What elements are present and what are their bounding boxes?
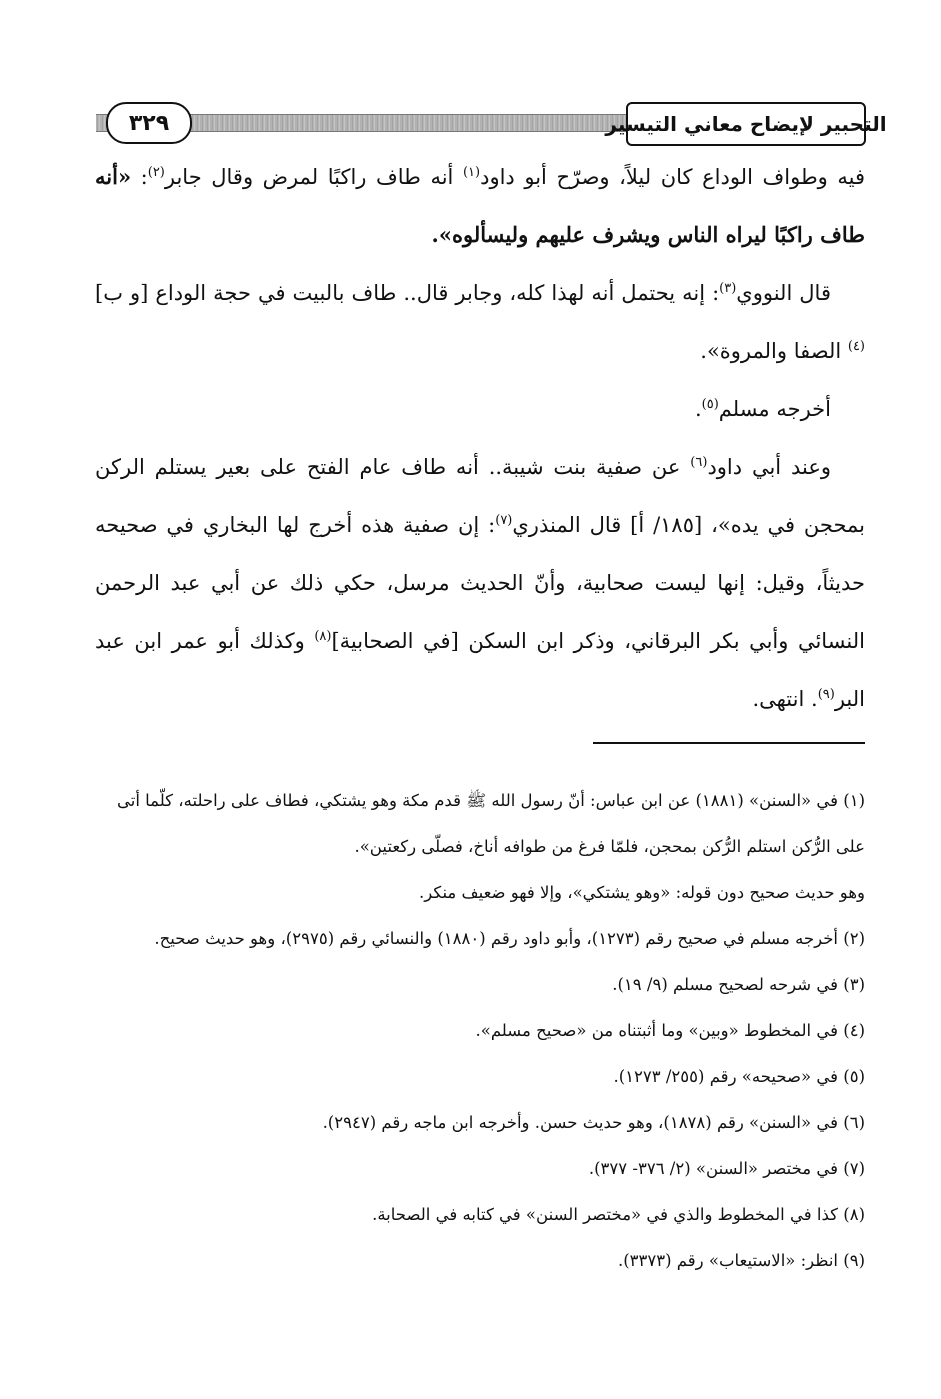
footnote-2: (٢) أخرجه مسلم في صحيح رقم (١٢٧٣)، وأبو داود رقم (١٨٨٠) والنسائي رقم (٢٩٧٥)، وهو حديث صحيح. bbox=[154, 929, 865, 948]
footnote-ref-8: (٨) bbox=[314, 629, 332, 644]
footnote-ref-6: (٦) bbox=[690, 455, 708, 470]
footnote-5: (٥) في «صحيحه» رقم (٢٥٥/ ١٢٧٣). bbox=[613, 1067, 865, 1086]
footnote-ref-7: (٧) bbox=[495, 513, 513, 528]
footnote-9: (٩) انظر: «الاستيعاب» رقم (٣٣٧٣). bbox=[617, 1251, 865, 1270]
book-title: التحبير لإيضاح معاني التيسير bbox=[626, 102, 866, 146]
footnote-ref-9: (٩) bbox=[817, 687, 835, 702]
footnote-ref-5: (٥) bbox=[701, 397, 719, 412]
paragraph-4: وعند أبي داود$^{(٦)}$ عن صفية بنت شيبة.. أنه طاف عام الفتح على بعير يستلم الركن بمحجن في يده»، [١٨٥/ أ] قال المنذري$^{(٧)}$: إن صفية هذه أخرج لها البخاري في صحيحه حديثاً، وقيل: إنها ليست صحابية، وأنّ الحديث مرسل، حكي ذلك عن أبي عبد الرحمن النسائي وأبي بكر البرقاني، وذكر ابن السكن [في الصحابية]$^{(٨)}$ وكذلك أبو عمر ابن عبد البر$^{(٩)}$. انتهى. bbox=[95, 455, 865, 711]
hadith-quote: «أنه طاف راكبًا ليراه الناس ويشرف عليهم وليسألوه». bbox=[95, 164, 865, 247]
footnote-ref-4: (٤) bbox=[847, 339, 865, 354]
footnote-7: (٧) في مختصر «السنن» (٢/ ٣٧٦- ٣٧٧). bbox=[588, 1159, 865, 1178]
footnote-4: (٤) في المخطوط «وبين» وما أثبتناه من «صحيح مسلم». bbox=[475, 1021, 865, 1040]
footnote-ref-1: (١) bbox=[462, 165, 481, 180]
paragraph-1: فيه وطواف الوداع كان ليلاً، وصرّح أبو داود$^{(١)}$ أنه طاف راكبًا لمرض وقال جابر$^{(٢)}$: «أنه طاف راكبًا ليراه الناس ويشرف عليهم وليسألوه». bbox=[95, 164, 865, 247]
footnote-ref-2: (٢) bbox=[147, 165, 165, 180]
page-number: ٣٢٩ bbox=[106, 102, 192, 144]
footnote-3: (٣) في شرحه لصحيح مسلم (٩/ ١٩). bbox=[612, 975, 865, 994]
paragraph-3: أخرجه مسلم$^{(٥)}$. bbox=[694, 397, 831, 421]
footnote-ref-3: (٣) bbox=[719, 281, 737, 296]
footnote-divider bbox=[593, 742, 865, 744]
footnote-1-note: وهو حديث صحيح دون قوله: «وهو يشتكي»، وإلا فهو ضعيف منكر. bbox=[418, 883, 865, 902]
footnote-8: (٨) كذا في المخطوط والذي في «مختصر السنن» في كتابه في الصحابة. bbox=[372, 1205, 865, 1224]
page-header bbox=[96, 102, 887, 144]
main-text bbox=[95, 148, 865, 728]
footnote-6: (٦) في «السنن» رقم (١٨٧٨)، وهو حديث حسن. وأخرجه ابن ماجه رقم (٢٩٤٧). bbox=[322, 1113, 865, 1132]
footnote-1: (١) في «السنن» (١٨٨١) عن ابن عباس: أنّ رسول الله ﷺ قدم مكة وهو يشتكي، فطاف على راحلته، كلّما أتى على الرُّكن استلم الرُّكن بمحجن، فلمّا فرغ من طوافه أناخ، فصلّى ركعتين». bbox=[116, 791, 865, 856]
paragraph-2: قال النووي$^{(٣)}$: إنه يحتمل أنه لهذا كله، وجابر قال.. طاف بالبيت في حجة الوداع [و ب]$^{(٤)}$ الصفا والمروة». bbox=[95, 281, 865, 363]
footnotes bbox=[95, 778, 865, 1284]
